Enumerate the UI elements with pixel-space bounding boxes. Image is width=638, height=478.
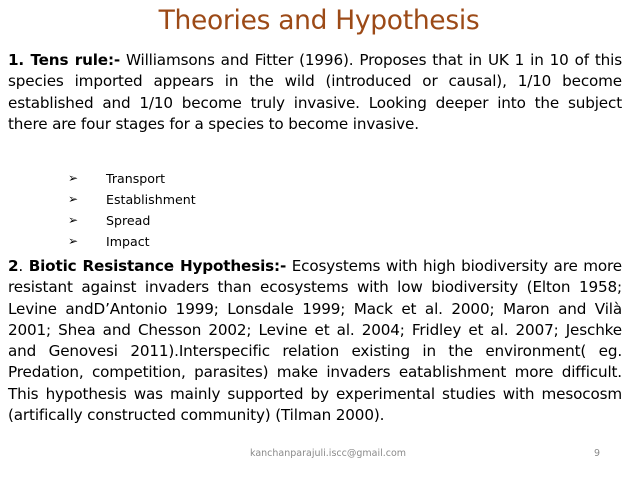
stage-label: Establishment (106, 192, 196, 207)
biotic-resistance-text: Ecosystems with high biodiversity are more resistant against invaders than ecosystems with low biodiversity (Elton 1958; Levine andD’Antonio 1999; Lonsdale 1999; Mack et al. 2000; Maron and Vilà 2001; Shea and Chesson 2002; Levine et al. 2004; Fridley et al. 2007; Jeschke and Genovesi 2011).Interspecific relation existing in the environment( eg. Predation, competition, parasites) make invaders eatablishment more difficult. This hypothesis was mainly supported by experimental studies with mesocosm (artifically constructed community) (Tilman 2000). (8, 257, 622, 425)
section-number: 2 (8, 257, 19, 275)
biotic-resistance-paragraph (8, 256, 622, 426)
arrow-bullet-icon: ➢ (68, 213, 79, 227)
tens-rule-paragraph (8, 50, 622, 135)
invasion-stages-list (68, 168, 196, 252)
list-item (68, 189, 196, 210)
footer-email: kanchanparajuli.iscc@gmail.com (250, 448, 407, 459)
tens-rule-label: 1. Tens rule:- (8, 51, 121, 69)
slide-title: Theories and Hypothesis (158, 5, 480, 36)
biotic-resistance-label: Biotic Resistance Hypothesis:- (28, 257, 287, 275)
arrow-bullet-icon: ➢ (68, 234, 79, 248)
arrow-bullet-icon: ➢ (68, 171, 79, 185)
stage-label: Impact (106, 234, 150, 249)
stage-label: Transport (106, 171, 166, 186)
list-item (68, 168, 196, 189)
stage-label: Spread (106, 213, 151, 228)
list-item (68, 210, 196, 231)
arrow-bullet-icon: ➢ (68, 192, 79, 206)
tens-rule-text: Williamsons and Fitter (1996). Proposes that in UK 1 in 10 of this species imported appears in the wild (introduced or causal), 1/10 become established and 1/10 become truly invasive. Looking deeper into the subject there are four stages for a species to become invasive. (8, 51, 622, 133)
section-separator: . (18, 257, 29, 275)
page-number: 9 (594, 448, 601, 459)
list-item (68, 231, 196, 252)
